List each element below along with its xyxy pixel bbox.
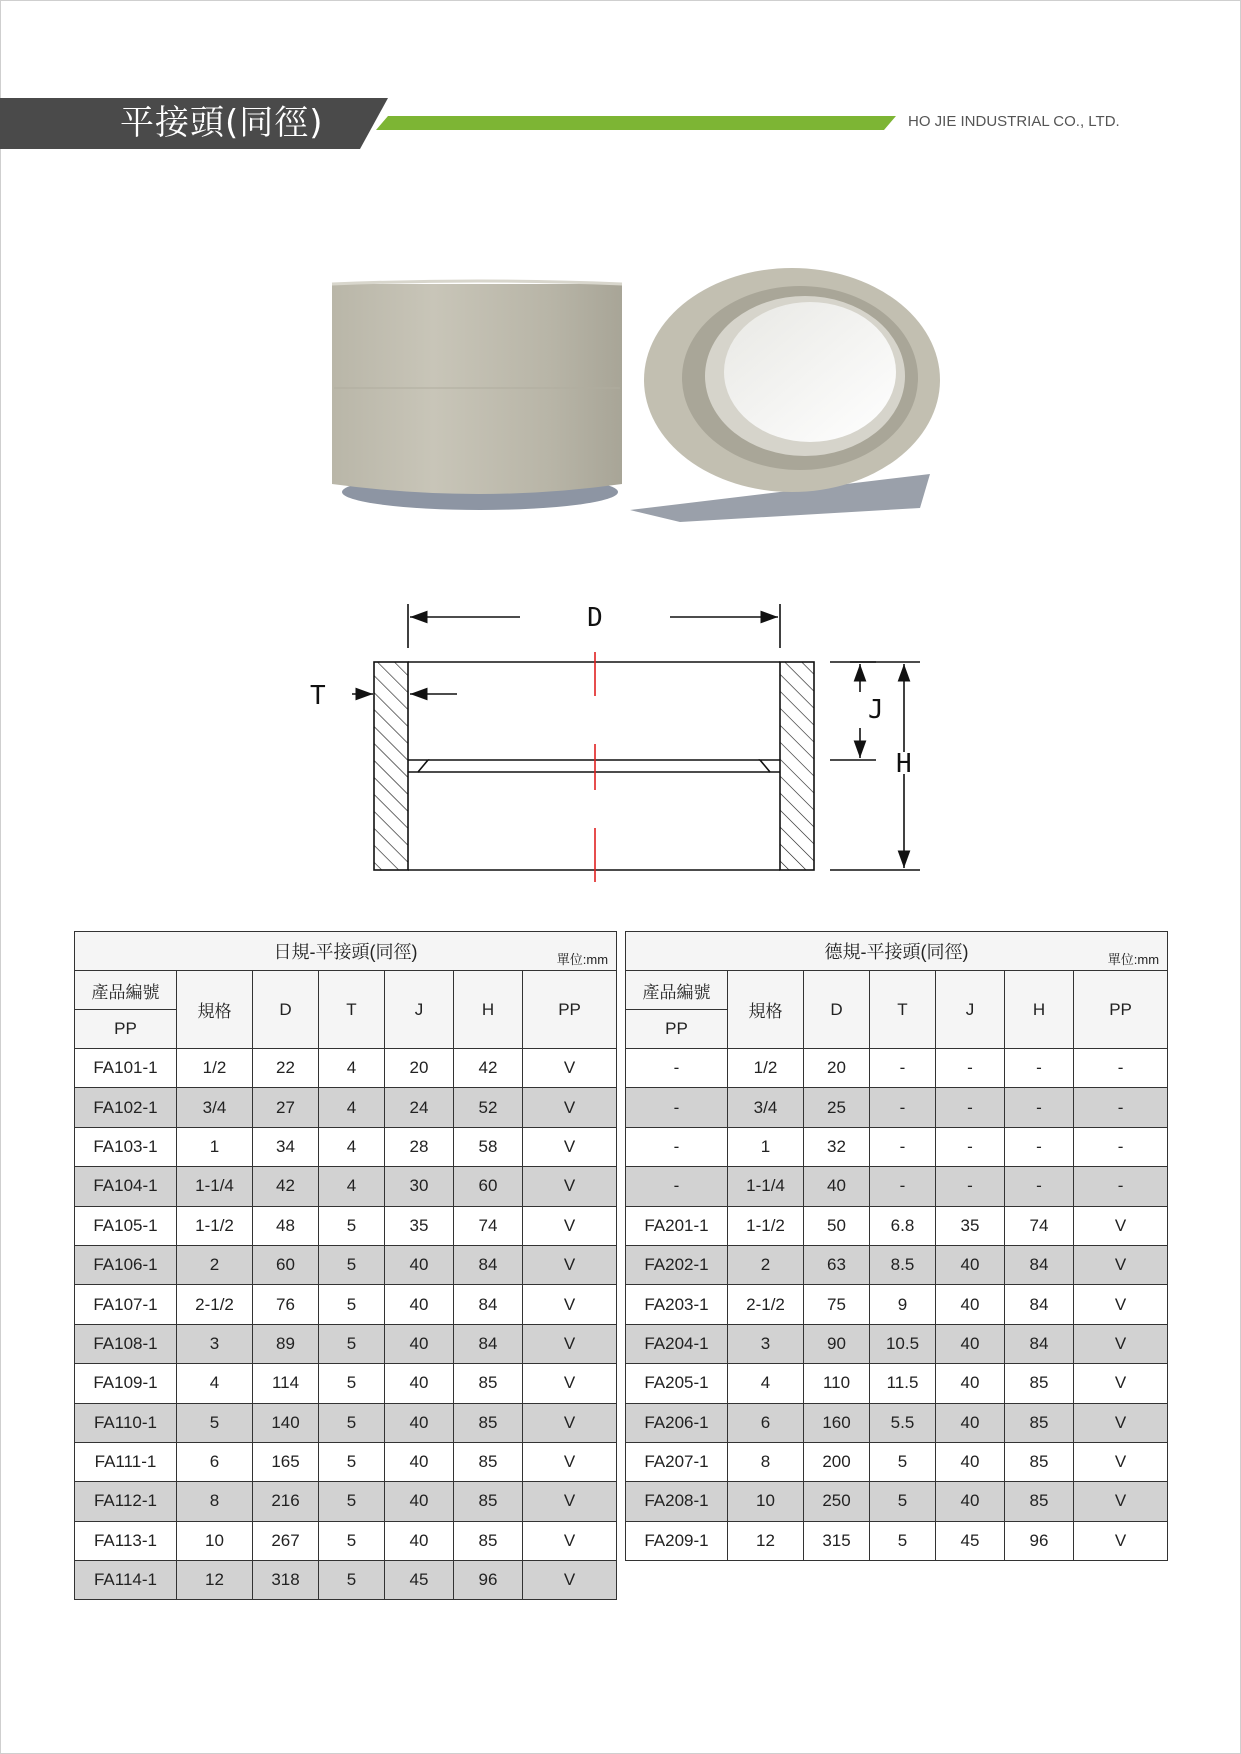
jp-cell-t: 4 bbox=[319, 1088, 385, 1127]
de-cell-size: 1-1/2 bbox=[728, 1206, 804, 1245]
de-header-size: 規格 bbox=[728, 971, 804, 1049]
jp-cell-h: 74 bbox=[454, 1206, 523, 1245]
jp-cell-j: 45 bbox=[385, 1561, 454, 1600]
jp-cell-size: 3/4 bbox=[177, 1088, 253, 1127]
de-cell-t: 9 bbox=[870, 1285, 936, 1324]
jp-cell-code: FA102-1 bbox=[75, 1088, 177, 1127]
de-cell-j: 40 bbox=[936, 1403, 1005, 1442]
de-cell-t: - bbox=[870, 1088, 936, 1127]
jp-cell-j: 40 bbox=[385, 1482, 454, 1521]
jp-cell-t: 4 bbox=[319, 1167, 385, 1206]
jp-cell-h: 60 bbox=[454, 1167, 523, 1206]
table-row bbox=[75, 1167, 617, 1206]
table-row bbox=[75, 1561, 617, 1600]
de-cell-d: 110 bbox=[804, 1364, 870, 1403]
dimension-label-j: J bbox=[868, 695, 884, 725]
de-cell-code: FA209-1 bbox=[626, 1521, 728, 1560]
product-photo bbox=[320, 248, 940, 538]
de-cell-pp: V bbox=[1074, 1245, 1168, 1284]
de-cell-code: FA203-1 bbox=[626, 1285, 728, 1324]
de-cell-code: FA206-1 bbox=[626, 1403, 728, 1442]
jp-cell-size: 1-1/2 bbox=[177, 1206, 253, 1245]
de-cell-pp: V bbox=[1074, 1206, 1168, 1245]
de-cell-pp: V bbox=[1074, 1364, 1168, 1403]
jp-cell-j: 30 bbox=[385, 1167, 454, 1206]
table-row bbox=[75, 1285, 617, 1324]
de-cell-code: FA201-1 bbox=[626, 1206, 728, 1245]
de-cell-size: 8 bbox=[728, 1442, 804, 1481]
table-row bbox=[75, 1088, 617, 1127]
table-row bbox=[626, 1364, 1168, 1403]
jp-cell-t: 5 bbox=[319, 1285, 385, 1324]
de-cell-code: FA208-1 bbox=[626, 1482, 728, 1521]
de-cell-h: 85 bbox=[1005, 1403, 1074, 1442]
jp-cell-pp: V bbox=[523, 1561, 617, 1600]
table-row bbox=[626, 1285, 1168, 1324]
de-cell-t: 5 bbox=[870, 1442, 936, 1481]
jp-cell-size: 4 bbox=[177, 1364, 253, 1403]
jp-cell-j: 40 bbox=[385, 1442, 454, 1481]
table-row bbox=[75, 1324, 617, 1363]
jp-cell-size: 3 bbox=[177, 1324, 253, 1363]
jp-cell-h: 85 bbox=[454, 1403, 523, 1442]
jp-cell-pp: V bbox=[523, 1245, 617, 1284]
jp-cell-h: 85 bbox=[454, 1442, 523, 1481]
de-cell-h: - bbox=[1005, 1088, 1074, 1127]
de-table-title: 德規-平接頭(同徑) bbox=[824, 942, 969, 962]
jp-cell-t: 5 bbox=[319, 1442, 385, 1481]
dimension-label-h: H bbox=[896, 749, 912, 779]
jp-cell-t: 5 bbox=[319, 1403, 385, 1442]
jp-cell-h: 85 bbox=[454, 1364, 523, 1403]
de-cell-h: 74 bbox=[1005, 1206, 1074, 1245]
de-cell-d: 75 bbox=[804, 1285, 870, 1324]
de-cell-d: 20 bbox=[804, 1049, 870, 1088]
de-cell-t: 11.5 bbox=[870, 1364, 936, 1403]
table-row bbox=[626, 1403, 1168, 1442]
de-cell-code: - bbox=[626, 1088, 728, 1127]
de-cell-j: 40 bbox=[936, 1245, 1005, 1284]
de-cell-h: - bbox=[1005, 1127, 1074, 1166]
jp-cell-d: 76 bbox=[253, 1285, 319, 1324]
jp-cell-h: 85 bbox=[454, 1521, 523, 1560]
de-cell-code: - bbox=[626, 1049, 728, 1088]
dimension-label-t: T bbox=[310, 681, 326, 711]
jp-spec-table bbox=[74, 931, 617, 1600]
table-row bbox=[626, 1167, 1168, 1206]
de-cell-h: - bbox=[1005, 1049, 1074, 1088]
jp-cell-d: 114 bbox=[253, 1364, 319, 1403]
jp-cell-size: 2 bbox=[177, 1245, 253, 1284]
de-cell-h: 85 bbox=[1005, 1364, 1074, 1403]
de-cell-code: - bbox=[626, 1167, 728, 1206]
company-name: HO JIE INDUSTRIAL CO., LTD. bbox=[908, 113, 1120, 130]
de-cell-d: 63 bbox=[804, 1245, 870, 1284]
jp-cell-t: 5 bbox=[319, 1324, 385, 1363]
de-cell-j: 40 bbox=[936, 1442, 1005, 1481]
jp-cell-d: 216 bbox=[253, 1482, 319, 1521]
de-cell-j: - bbox=[936, 1167, 1005, 1206]
de-cell-t: - bbox=[870, 1049, 936, 1088]
jp-header-size: 規格 bbox=[177, 971, 253, 1049]
table-row bbox=[75, 1442, 617, 1481]
jp-table-title: 日規-平接頭(同徑) bbox=[273, 942, 418, 962]
table-row bbox=[75, 1364, 617, 1403]
de-cell-t: 10.5 bbox=[870, 1324, 936, 1363]
jp-cell-j: 24 bbox=[385, 1088, 454, 1127]
de-cell-size: 10 bbox=[728, 1482, 804, 1521]
jp-cell-d: 60 bbox=[253, 1245, 319, 1284]
de-cell-size: 6 bbox=[728, 1403, 804, 1442]
jp-cell-j: 35 bbox=[385, 1206, 454, 1245]
table-row bbox=[626, 1049, 1168, 1088]
de-cell-j: - bbox=[936, 1088, 1005, 1127]
jp-cell-h: 84 bbox=[454, 1285, 523, 1324]
table-row bbox=[626, 1127, 1168, 1166]
jp-cell-h: 52 bbox=[454, 1088, 523, 1127]
de-cell-code: FA207-1 bbox=[626, 1442, 728, 1481]
table-row bbox=[75, 1403, 617, 1442]
table-row bbox=[626, 1206, 1168, 1245]
jp-cell-d: 318 bbox=[253, 1561, 319, 1600]
table-row bbox=[75, 1127, 617, 1166]
jp-cell-d: 48 bbox=[253, 1206, 319, 1245]
de-cell-size: 1 bbox=[728, 1127, 804, 1166]
jp-cell-pp: V bbox=[523, 1127, 617, 1166]
de-cell-d: 160 bbox=[804, 1403, 870, 1442]
jp-cell-size: 1/2 bbox=[177, 1049, 253, 1088]
de-cell-j: 40 bbox=[936, 1364, 1005, 1403]
de-header-t: T bbox=[870, 971, 936, 1049]
jp-cell-j: 28 bbox=[385, 1127, 454, 1166]
de-cell-size: 2-1/2 bbox=[728, 1285, 804, 1324]
de-cell-j: 45 bbox=[936, 1521, 1005, 1560]
jp-cell-size: 6 bbox=[177, 1442, 253, 1481]
de-cell-size: 12 bbox=[728, 1521, 804, 1560]
de-cell-t: - bbox=[870, 1167, 936, 1206]
de-cell-d: 315 bbox=[804, 1521, 870, 1560]
jp-cell-j: 40 bbox=[385, 1324, 454, 1363]
de-cell-j: 40 bbox=[936, 1482, 1005, 1521]
jp-cell-j: 40 bbox=[385, 1245, 454, 1284]
jp-cell-j: 20 bbox=[385, 1049, 454, 1088]
jp-cell-pp: V bbox=[523, 1049, 617, 1088]
jp-header-h: H bbox=[454, 971, 523, 1049]
jp-cell-pp: V bbox=[523, 1442, 617, 1481]
jp-header-code: 產品編號 bbox=[75, 971, 177, 1010]
jp-cell-t: 5 bbox=[319, 1482, 385, 1521]
de-cell-j: 40 bbox=[936, 1285, 1005, 1324]
de-cell-pp: V bbox=[1074, 1285, 1168, 1324]
jp-cell-code: FA108-1 bbox=[75, 1324, 177, 1363]
de-cell-t: 5 bbox=[870, 1482, 936, 1521]
de-cell-pp: - bbox=[1074, 1167, 1168, 1206]
de-cell-h: 85 bbox=[1005, 1442, 1074, 1481]
jp-cell-code: FA105-1 bbox=[75, 1206, 177, 1245]
dimension-label-d: D bbox=[587, 603, 603, 633]
table-row bbox=[75, 1049, 617, 1088]
de-header-h: H bbox=[1005, 971, 1074, 1049]
jp-cell-d: 22 bbox=[253, 1049, 319, 1088]
de-cell-code: FA204-1 bbox=[626, 1324, 728, 1363]
jp-cell-code: FA109-1 bbox=[75, 1364, 177, 1403]
de-cell-size: 2 bbox=[728, 1245, 804, 1284]
table-row bbox=[626, 1324, 1168, 1363]
page-title: 平接頭(同徑) bbox=[120, 103, 324, 143]
jp-cell-size: 8 bbox=[177, 1482, 253, 1521]
coupling-side-view bbox=[332, 281, 622, 510]
jp-cell-h: 84 bbox=[454, 1245, 523, 1284]
de-cell-h: - bbox=[1005, 1167, 1074, 1206]
coupling-front-view bbox=[630, 268, 940, 522]
jp-cell-j: 40 bbox=[385, 1285, 454, 1324]
jp-cell-pp: V bbox=[523, 1088, 617, 1127]
de-cell-t: - bbox=[870, 1127, 936, 1166]
jp-header-d: D bbox=[253, 971, 319, 1049]
de-cell-h: 84 bbox=[1005, 1285, 1074, 1324]
table-row bbox=[75, 1206, 617, 1245]
jp-cell-t: 4 bbox=[319, 1127, 385, 1166]
jp-cell-pp: V bbox=[523, 1482, 617, 1521]
de-header-pp: PP bbox=[1074, 971, 1168, 1049]
jp-cell-pp: V bbox=[523, 1403, 617, 1442]
jp-cell-code: FA103-1 bbox=[75, 1127, 177, 1166]
de-cell-d: 90 bbox=[804, 1324, 870, 1363]
jp-header-pp: PP bbox=[523, 971, 617, 1049]
de-header-d: D bbox=[804, 971, 870, 1049]
jp-cell-t: 5 bbox=[319, 1561, 385, 1600]
de-cell-j: 40 bbox=[936, 1324, 1005, 1363]
de-cell-h: 96 bbox=[1005, 1521, 1074, 1560]
jp-cell-code: FA114-1 bbox=[75, 1561, 177, 1600]
jp-cell-j: 40 bbox=[385, 1364, 454, 1403]
de-cell-size: 1-1/4 bbox=[728, 1167, 804, 1206]
table-row bbox=[626, 1482, 1168, 1521]
jp-table-body bbox=[75, 1049, 617, 1600]
jp-cell-code: FA106-1 bbox=[75, 1245, 177, 1284]
de-cell-t: 8.5 bbox=[870, 1245, 936, 1284]
de-cell-j: - bbox=[936, 1049, 1005, 1088]
jp-cell-d: 89 bbox=[253, 1324, 319, 1363]
accent-bar bbox=[376, 116, 896, 130]
jp-cell-size: 5 bbox=[177, 1403, 253, 1442]
de-cell-pp: - bbox=[1074, 1049, 1168, 1088]
de-cell-pp: V bbox=[1074, 1442, 1168, 1481]
de-cell-size: 1/2 bbox=[728, 1049, 804, 1088]
de-cell-pp: V bbox=[1074, 1324, 1168, 1363]
jp-cell-t: 5 bbox=[319, 1206, 385, 1245]
table-row bbox=[75, 1521, 617, 1560]
de-cell-j: - bbox=[936, 1127, 1005, 1166]
jp-cell-size: 1-1/4 bbox=[177, 1167, 253, 1206]
jp-cell-t: 5 bbox=[319, 1364, 385, 1403]
de-cell-code: FA202-1 bbox=[626, 1245, 728, 1284]
jp-header-t: T bbox=[319, 971, 385, 1049]
jp-cell-d: 27 bbox=[253, 1088, 319, 1127]
jp-cell-h: 58 bbox=[454, 1127, 523, 1166]
jp-header-material: PP bbox=[75, 1010, 177, 1049]
jp-cell-t: 4 bbox=[319, 1049, 385, 1088]
jp-cell-size: 10 bbox=[177, 1521, 253, 1560]
de-cell-t: 5.5 bbox=[870, 1403, 936, 1442]
jp-unit-label: 單位:mm bbox=[556, 952, 609, 967]
jp-cell-h: 42 bbox=[454, 1049, 523, 1088]
de-cell-pp: V bbox=[1074, 1521, 1168, 1560]
table-row bbox=[626, 1088, 1168, 1127]
table-row bbox=[626, 1521, 1168, 1560]
jp-cell-code: FA113-1 bbox=[75, 1521, 177, 1560]
de-cell-size: 4 bbox=[728, 1364, 804, 1403]
de-cell-code: FA205-1 bbox=[626, 1364, 728, 1403]
de-cell-d: 200 bbox=[804, 1442, 870, 1481]
jp-cell-code: FA112-1 bbox=[75, 1482, 177, 1521]
jp-cell-code: FA111-1 bbox=[75, 1442, 177, 1481]
de-header-code: 產品編號 bbox=[626, 971, 728, 1010]
de-cell-d: 25 bbox=[804, 1088, 870, 1127]
de-cell-pp: - bbox=[1074, 1088, 1168, 1127]
de-cell-pp: V bbox=[1074, 1403, 1168, 1442]
jp-cell-d: 140 bbox=[253, 1403, 319, 1442]
jp-cell-h: 84 bbox=[454, 1324, 523, 1363]
de-cell-j: 35 bbox=[936, 1206, 1005, 1245]
jp-cell-size: 2-1/2 bbox=[177, 1285, 253, 1324]
jp-cell-t: 5 bbox=[319, 1521, 385, 1560]
de-cell-size: 3 bbox=[728, 1324, 804, 1363]
technical-drawing bbox=[290, 592, 930, 892]
jp-cell-pp: V bbox=[523, 1206, 617, 1245]
jp-cell-j: 40 bbox=[385, 1403, 454, 1442]
de-header-material: PP bbox=[626, 1010, 728, 1049]
de-header-j: J bbox=[936, 971, 1005, 1049]
jp-cell-code: FA101-1 bbox=[75, 1049, 177, 1088]
de-cell-d: 250 bbox=[804, 1482, 870, 1521]
de-cell-h: 85 bbox=[1005, 1482, 1074, 1521]
jp-cell-pp: V bbox=[523, 1521, 617, 1560]
jp-cell-h: 96 bbox=[454, 1561, 523, 1600]
jp-cell-code: FA104-1 bbox=[75, 1167, 177, 1206]
jp-cell-code: FA110-1 bbox=[75, 1403, 177, 1442]
table-row bbox=[75, 1482, 617, 1521]
de-cell-pp: V bbox=[1074, 1482, 1168, 1521]
de-table-body bbox=[626, 1049, 1168, 1561]
jp-cell-d: 34 bbox=[253, 1127, 319, 1166]
jp-cell-code: FA107-1 bbox=[75, 1285, 177, 1324]
de-cell-d: 32 bbox=[804, 1127, 870, 1166]
de-cell-h: 84 bbox=[1005, 1245, 1074, 1284]
jp-cell-pp: V bbox=[523, 1285, 617, 1324]
de-cell-code: - bbox=[626, 1127, 728, 1166]
jp-cell-d: 165 bbox=[253, 1442, 319, 1481]
table-row bbox=[626, 1442, 1168, 1481]
jp-cell-size: 12 bbox=[177, 1561, 253, 1600]
jp-cell-t: 5 bbox=[319, 1245, 385, 1284]
de-cell-t: 5 bbox=[870, 1521, 936, 1560]
table-row bbox=[626, 1245, 1168, 1284]
de-unit-label: 單位:mm bbox=[1107, 952, 1160, 967]
de-cell-h: 84 bbox=[1005, 1324, 1074, 1363]
jp-cell-pp: V bbox=[523, 1167, 617, 1206]
de-cell-pp: - bbox=[1074, 1127, 1168, 1166]
de-cell-d: 50 bbox=[804, 1206, 870, 1245]
de-cell-t: 6.8 bbox=[870, 1206, 936, 1245]
jp-cell-size: 1 bbox=[177, 1127, 253, 1166]
de-spec-table bbox=[625, 931, 1168, 1561]
jp-table-caption bbox=[75, 932, 617, 971]
jp-cell-d: 42 bbox=[253, 1167, 319, 1206]
jp-cell-h: 85 bbox=[454, 1482, 523, 1521]
jp-cell-d: 267 bbox=[253, 1521, 319, 1560]
de-cell-d: 40 bbox=[804, 1167, 870, 1206]
jp-cell-pp: V bbox=[523, 1364, 617, 1403]
de-cell-size: 3/4 bbox=[728, 1088, 804, 1127]
jp-cell-j: 40 bbox=[385, 1521, 454, 1560]
jp-header-j: J bbox=[385, 971, 454, 1049]
de-table-caption bbox=[626, 932, 1168, 971]
table-row bbox=[75, 1245, 617, 1284]
jp-cell-pp: V bbox=[523, 1324, 617, 1363]
